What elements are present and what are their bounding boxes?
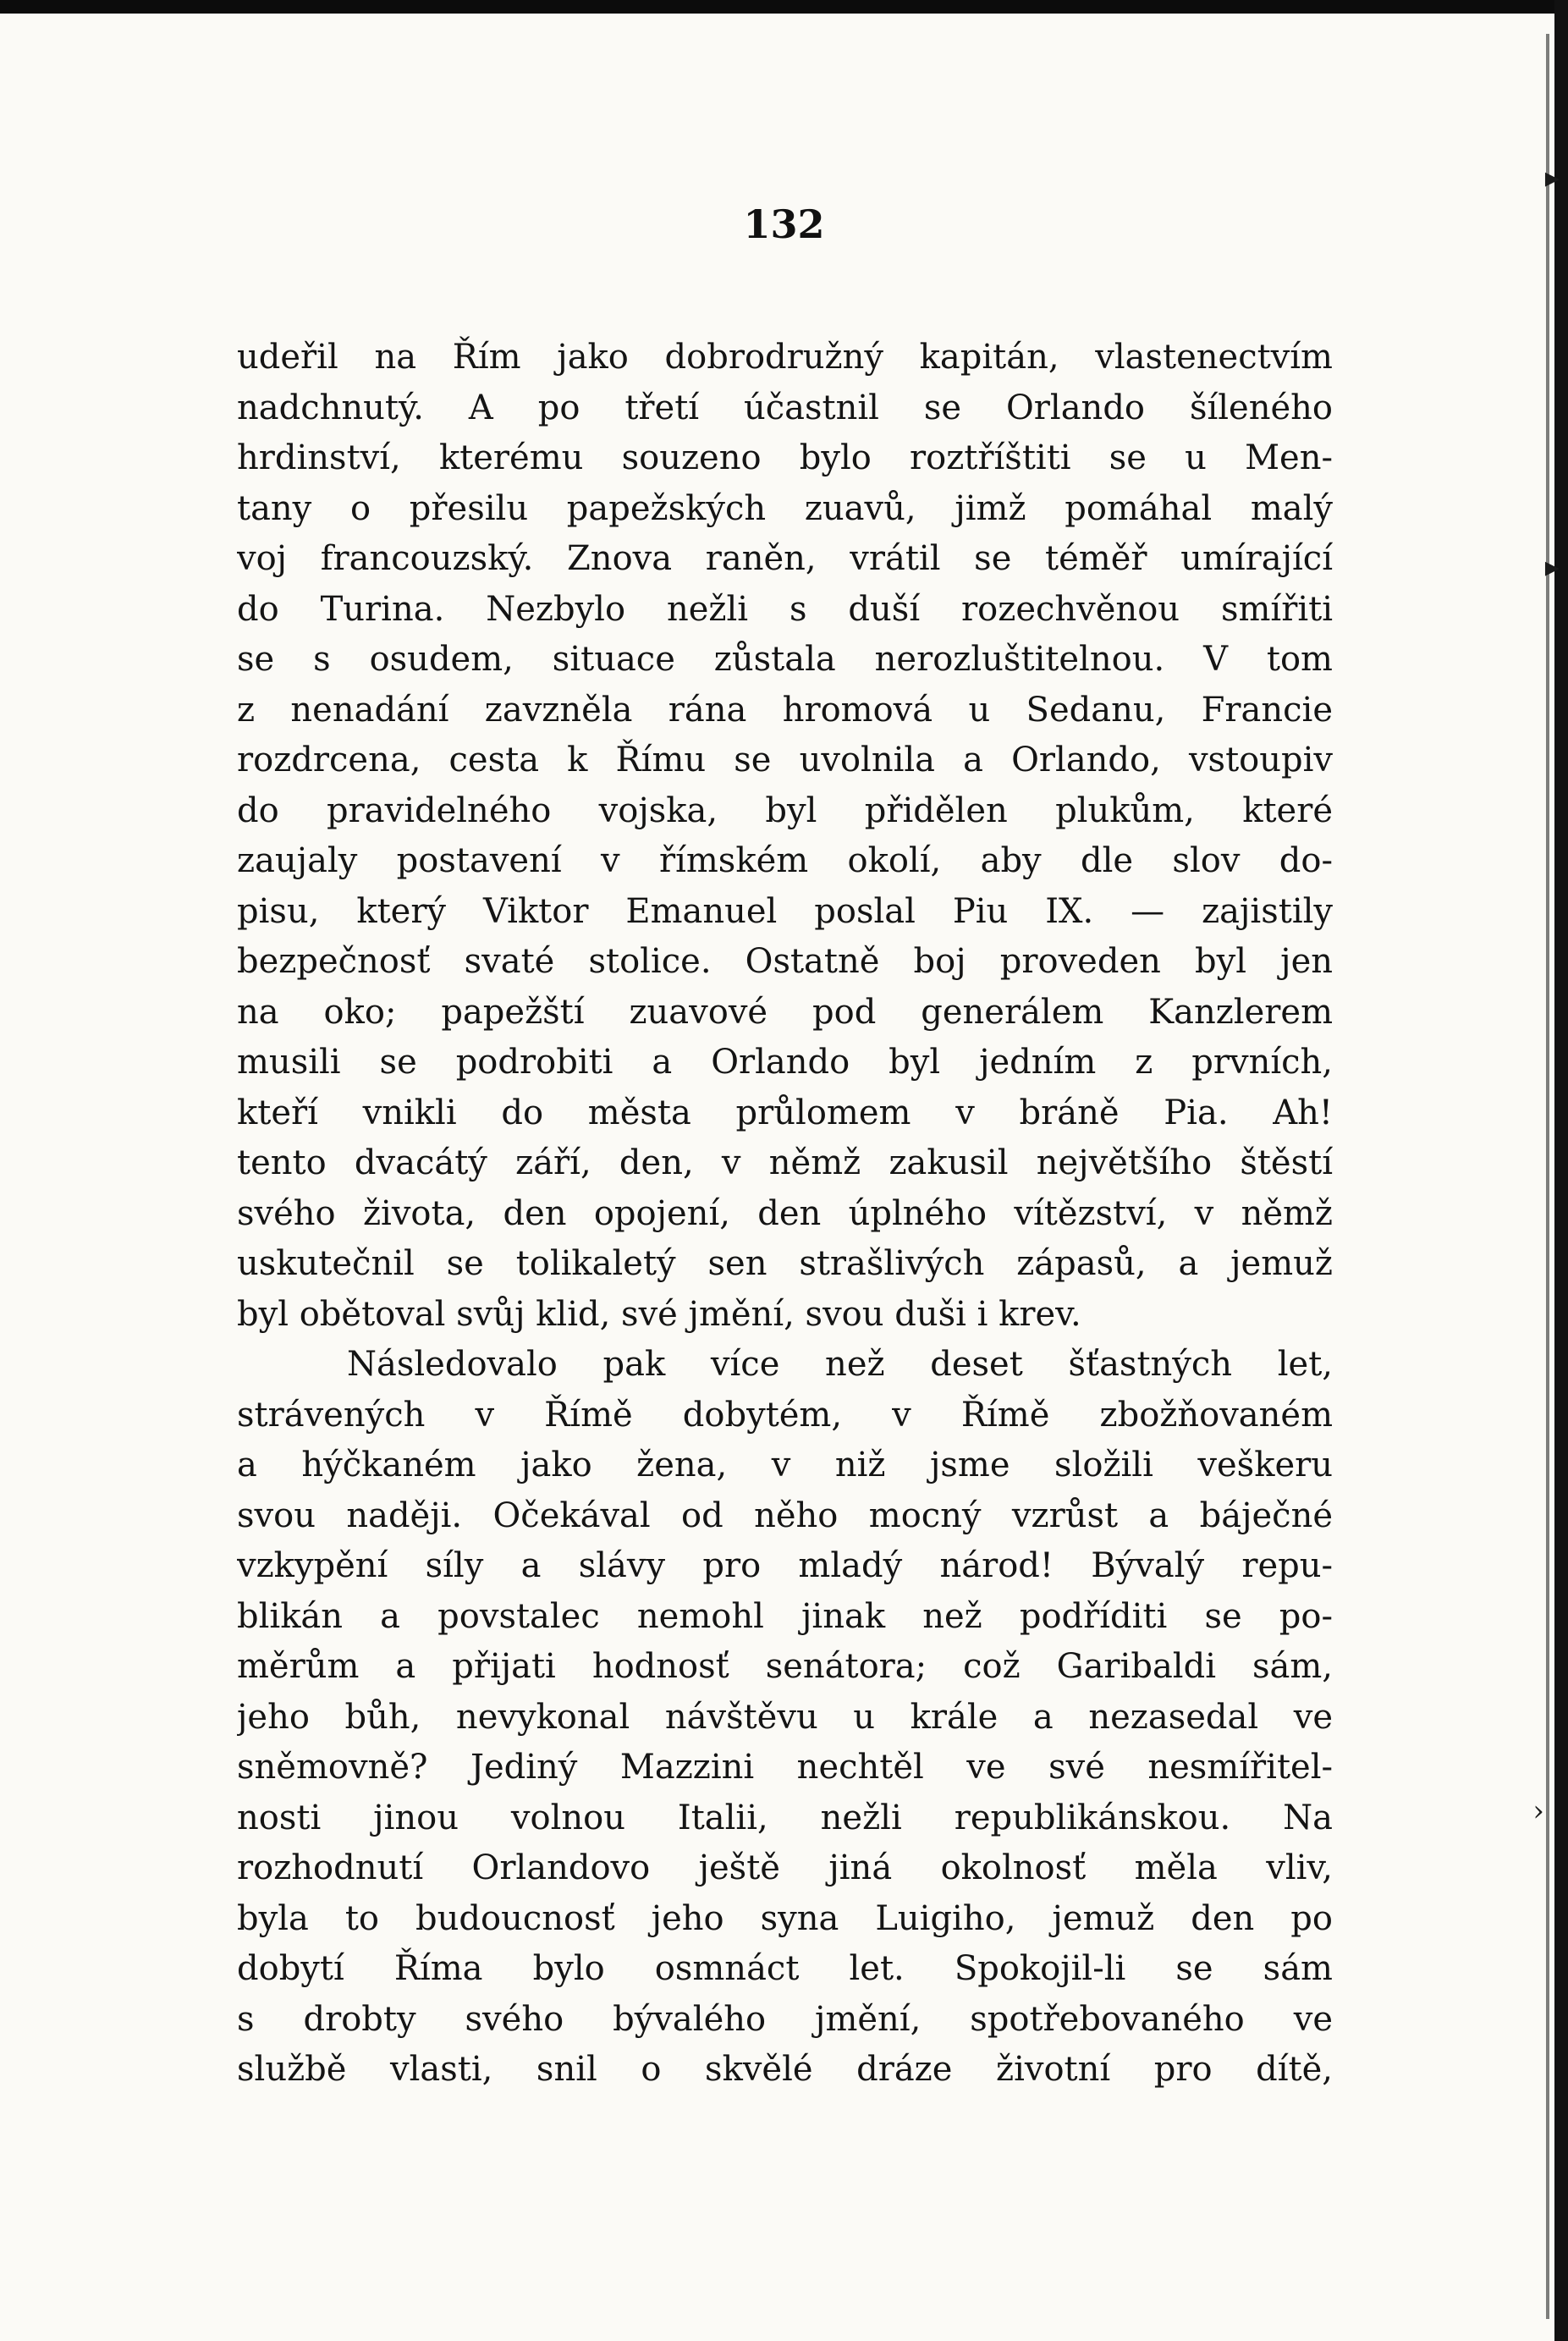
text-line: vzkypění síly a slávy pro mladý národ! Bývalý repu- (237, 1546, 1333, 1585)
text-line: na oko; papežští zuavové pod generálem Kanzlerem (237, 992, 1333, 1032)
page-edge-line (1546, 34, 1549, 2319)
text-line: nadchnutý. A po třetí účastnil se Orlando šíleného (237, 388, 1333, 427)
text-line: Následovalo pak více než deset šťastných let, (347, 1345, 1333, 1384)
text-line: tany o přesilu papežských zuavů, jimž pomáhal malý (237, 488, 1333, 528)
text-line: strávených v Římě dobytém, v Římě zbožňovaném (237, 1395, 1333, 1435)
page-number: 132 (743, 201, 825, 247)
text-line: z nenadání zavzněla rána hromová u Sedanu, Francie (237, 690, 1333, 730)
text-line: rozdrcena, cesta k Římu se uvolnila a Orlando, vstoupiv (237, 741, 1333, 779)
text-line: zaujaly postavení v římském okolí, aby dle slov do- (237, 841, 1333, 880)
scan-top-border (0, 0, 1568, 14)
text-line: se s osudem, situace zůstala nerozluštitelnou. V tom (237, 640, 1333, 679)
margin-mark: ▸ (1544, 161, 1560, 195)
margin-mark: ▸ (1544, 550, 1560, 584)
text-line: a hýčkaném jako žena, v niž jsme složili veškeru (237, 1446, 1333, 1484)
text-line: musili se podrobiti a Orlando byl jedním z prvních, (237, 1043, 1333, 1082)
text-line: udeřil na Řím jako dobrodružný kapitán, vlastenectvím (237, 338, 1333, 377)
text-line: pisu, který Viktor Emanuel poslal Piu IX. — zajistily (237, 891, 1333, 931)
body-text (237, 333, 1333, 2096)
text-line: tento dvacátý září, den, v němž zakusil největšího štěstí (237, 1143, 1333, 1182)
text-line: byla to budoucnosť jeho syna Luigiho, jemuž den po (237, 1898, 1333, 1938)
text-line: voj francouzský. Znova raněn, vrátil se téměř umírající (237, 539, 1333, 578)
text-line: nosti jinou volnou Italii, nežli republikánskou. Na (237, 1798, 1333, 1837)
scan-right-border (1554, 0, 1568, 2341)
text-line: svou naději. Očekával od něho mocný vzrůst a báječné (237, 1495, 1333, 1535)
text-line: blikán a povstalec nemohl jinak než podříditi se po- (237, 1596, 1333, 1636)
text-line: byl obětoval svůj klid, své jmění, svou duši i krev. (237, 1294, 1081, 1334)
text-line: do pravidelného vojska, byl přidělen plukům, které (237, 790, 1333, 830)
text-line: rozhodnutí Orlandovo ještě jiná okolnosť měla vliv, (237, 1848, 1333, 1887)
text-line: hrdinství, kterému souzeno bylo roztříštiti se u Men- (237, 438, 1333, 477)
text-line: sněmovně? Jediný Mazzini nechtěl ve své nesmířitel- (237, 1748, 1333, 1787)
text-line: svého života, den opojení, den úplného vítězství, v němž (237, 1193, 1333, 1233)
text-line: službě vlasti, snil o skvělé dráze životní pro dítě, (237, 2050, 1333, 2089)
text-line: jeho bůh, nevykonal návštěvu u krále a nezasedal ve (237, 1697, 1333, 1737)
text-line: bezpečnosť svaté stolice. Ostatně boj proveden byl jen (237, 942, 1333, 981)
text-line: kteří vnikli do města průlomem v bráně Pia. Ah! (237, 1093, 1333, 1132)
text-line: dobytí Říma bylo osmnáct let. Spokojil-li se sám (237, 1949, 1333, 1988)
text-line: s drobty svého bývalého jmění, spotřebovaného ve (237, 1999, 1333, 2039)
text-line: měrům a přijati hodnosť senátora; což Garibaldi sám, (237, 1647, 1333, 1686)
margin-mark: › (1532, 1794, 1544, 1828)
text-line: do Turina. Nezbylo nežli s duší rozechvěnou smířiti (237, 589, 1333, 629)
text-line: uskutečnil se tolikaletý sen strašlivých zápasů, a jemuž (237, 1244, 1333, 1283)
